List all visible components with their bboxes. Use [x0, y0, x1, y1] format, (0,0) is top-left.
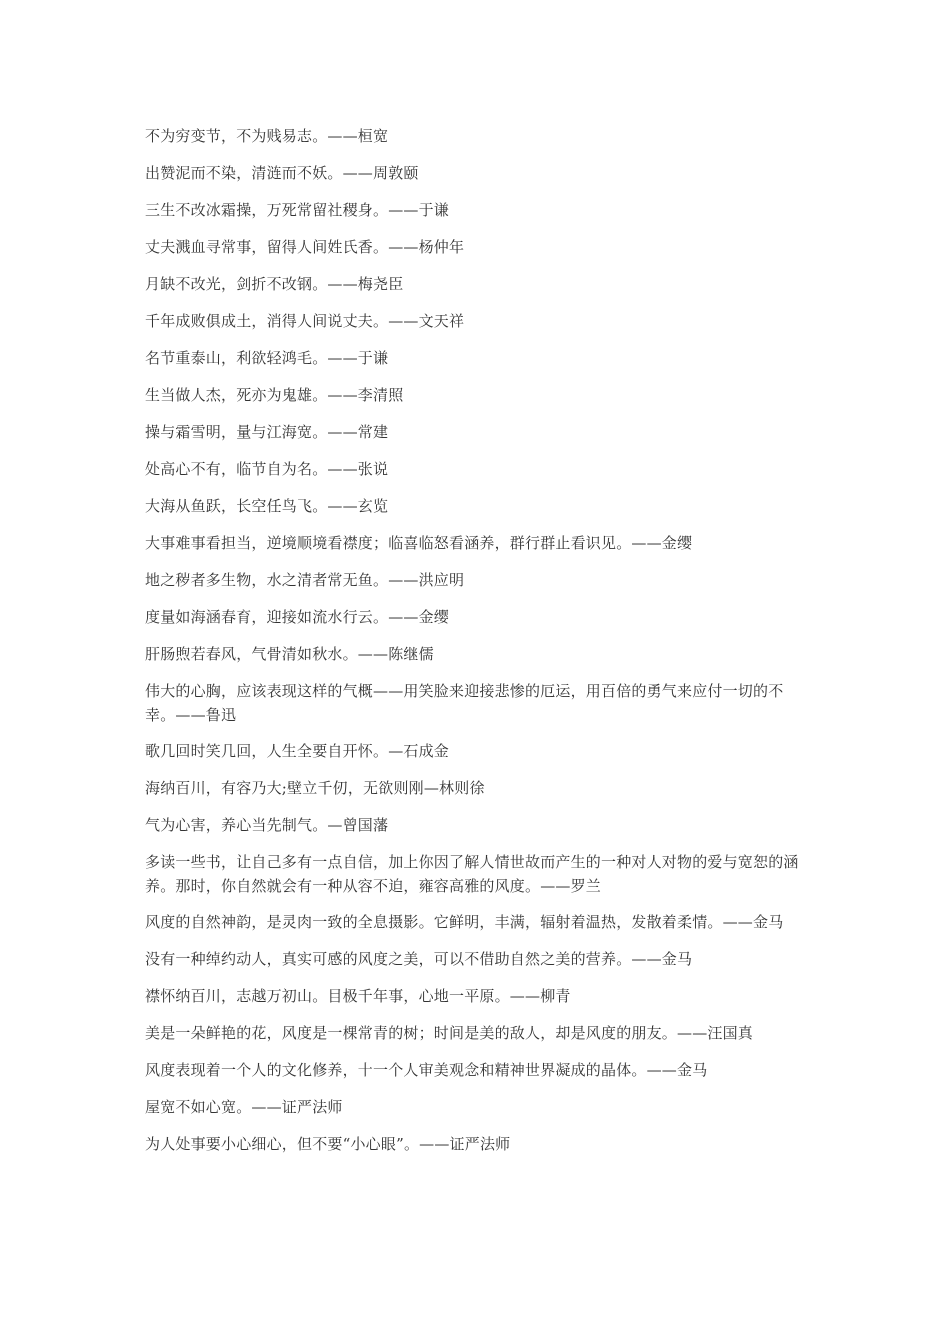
- quote-line: 为人处事要小心细心，但不要“小心眼”。——证严法师: [145, 1135, 511, 1153]
- quote-line: 美是一朵鲜艳的花，风度是一棵常青的树；时间是美的敌人，却是风度的朋友。——汪国真: [145, 1024, 754, 1042]
- quote-line: 大事难事看担当，逆境顺境看襟度；临喜临怒看涵养，群行群止看识见。——金缨: [145, 534, 693, 552]
- quote-line: 出赞泥而不染，清涟而不妖。——周敦颐: [145, 164, 419, 182]
- quote-line: 生当做人杰，死亦为鬼雄。——李清照: [145, 386, 404, 404]
- quote-line: 不为穷变节，不为贱易志。——桓宽: [145, 127, 389, 145]
- quote-line: 襟怀纳百川，志越万初山。目极千年事，心地一平原。——柳青: [145, 987, 571, 1005]
- quote-line: 处高心不有，临节自为名。——张说: [145, 460, 389, 478]
- quote-line: 气为心害，养心当先制气。—曾国藩: [145, 816, 389, 834]
- quote-line: 三生不改冰霜操，万死常留社稷身。——于谦: [145, 201, 450, 219]
- quote-line: 操与霜雪明，量与江海宽。——常建: [145, 423, 389, 441]
- quote-line: 伟大的心胸，应该表现这样的气概——用笑脸来迎接悲惨的厄运，用百倍的勇气来应付一切的不幸。——鲁迅: [145, 682, 784, 724]
- quote-line: 名节重泰山，利欲轻鸿毛。——于谦: [145, 349, 389, 367]
- quote-line: 多读一些书，让自己多有一点自信，加上你因了解人情世故而产生的一种对人对物的爱与宽恕的涵养。那时，你自然就会有一种从容不迫，雍容高雅的风度。——罗兰: [145, 853, 799, 895]
- quote-line: 歌几回时笑几回，人生全要自开怀。—石成金: [145, 742, 450, 760]
- quote-line: 月缺不改光，剑折不改钢。——梅尧臣: [145, 275, 404, 293]
- quote-line: 风度的自然神韵，是灵肉一致的全息摄影。它鲜明，丰满，辐射着温热，发散着柔情。——金马: [145, 913, 784, 931]
- quote-line: 地之秽者多生物，水之清者常无鱼。——洪应明: [145, 571, 465, 589]
- quote-line: 丈夫溅血寻常事，留得人间姓氏香。——杨仲年: [145, 238, 465, 256]
- quote-line: 千年成败俱成土，消得人间说丈夫。——文天祥: [145, 312, 465, 330]
- quote-line: 屋宽不如心宽。——证严法师: [145, 1098, 343, 1116]
- quote-line: 大海从鱼跃，长空任鸟飞。——玄览: [145, 497, 389, 515]
- quote-line: 海纳百川，有容乃大;壁立千仞，无欲则刚—林则徐: [145, 779, 485, 797]
- quote-line: 肝肠煦若春风，气骨清如秋水。——陈继儒: [145, 645, 434, 663]
- quote-line: 风度表现着一个人的文化修养，十一个人审美观念和精神世界凝成的晶体。——金马: [145, 1061, 708, 1079]
- quote-line: 没有一种绰约动人，真实可感的风度之美，可以不借助自然之美的营养。——金马: [145, 950, 693, 968]
- quote-line: 度量如海涵春育，迎接如流水行云。——金缨: [145, 608, 450, 626]
- quote-list: [145, 124, 810, 1169]
